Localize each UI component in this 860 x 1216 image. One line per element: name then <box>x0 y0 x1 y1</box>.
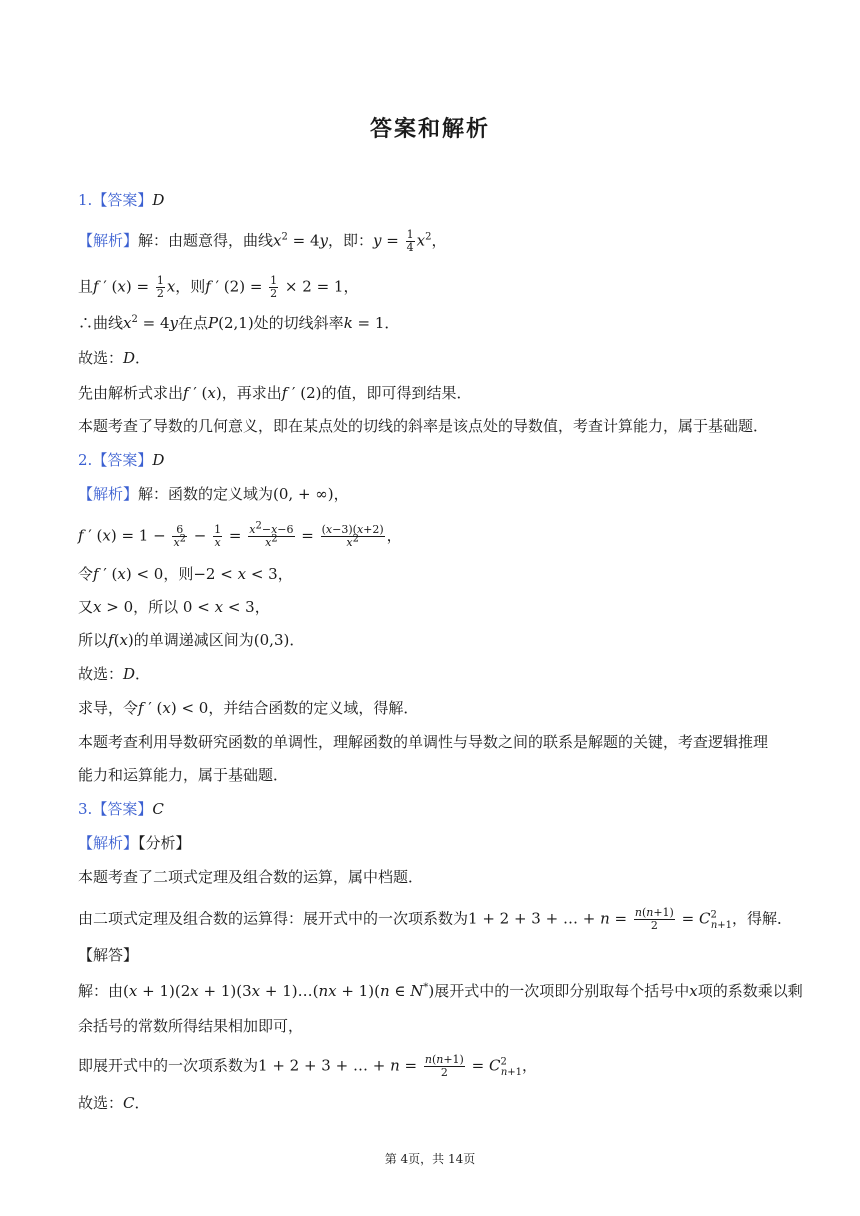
text: ，再求出 <box>221 384 282 402</box>
text: 所以 <box>78 631 109 649</box>
text: 故选： <box>78 1094 124 1112</box>
page-footer: 第 4页，共 14页 <box>384 1152 476 1166</box>
q3-number: 3. <box>78 800 93 818</box>
q2-line-6: 故选：D． <box>78 665 151 683</box>
q2-line-8: 本题考查利用导数研究函数的单调性，理解函数的单调性与导数之间的联系是解题的关键，考查逻辑推理 <box>78 733 769 751</box>
q2-line-5: 所以f(x)的单调递减区间为(0,3)． <box>78 631 305 649</box>
text: 在点 <box>178 314 209 332</box>
q1-line-2: 且f ′ (x) = $\frac{1}{2}$ x，则f ′ (2) = $\frac{1}{2}$ × 2 = 1， <box>78 274 359 300</box>
q1-analysis-tag: 【解析】 <box>78 231 139 250</box>
text: 项的系数乘以剩 <box>697 982 803 1000</box>
q2-line-7: 求导，令f ′ (x) < 0，并结合函数的定义域，得解． <box>78 699 419 717</box>
q3-answer-tag: 【答案】 <box>92 800 153 818</box>
text: ，则 <box>163 565 194 583</box>
q2-answer-value: D <box>152 451 165 469</box>
text: 且 <box>78 277 94 296</box>
q2-line-9: 能力和运算能力，属于基础题． <box>78 766 289 784</box>
text: 解：函数的定义域为 <box>138 485 274 503</box>
text: ，则 <box>175 277 206 296</box>
q3-analysis-tag: 【解析】 <box>78 834 139 852</box>
q3-line-1: 本题考查了二项式定理及组合数的运算，属中档题． <box>78 868 424 886</box>
text: 即展开式中的一次项系数为 <box>78 1056 259 1075</box>
q1-line-4: 故选：D． <box>78 349 151 367</box>
q1-line-1: 【解析】解：由题意得，曲线$x^2 = 4y$，即：y = $\frac{1}{4}$ $x^2$， <box>78 228 447 254</box>
text: 又 <box>78 598 94 616</box>
q1-line-3: ∴曲线$x^2 = 4y$在点P(2,1)处的切线斜率k = 1． <box>78 314 400 332</box>
text: 先由解析式求出 <box>78 384 184 402</box>
text: 故选： <box>78 665 124 683</box>
text: 令 <box>78 565 94 583</box>
q1-answer-value: D <box>152 191 165 209</box>
text: 解：由 <box>78 982 124 1000</box>
text: ，所以 <box>133 598 179 616</box>
q3-solution-tag: 【解答】 <box>78 946 139 964</box>
q2-answer-tag: 【答案】 <box>92 451 153 469</box>
text: ，即： <box>328 231 374 250</box>
q3-line-5: 即展开式中的一次项系数为1 + 2 + 3 + … + n = $\frac{n(n+1)}{2}$ = $C^2_{n+1}$， <box>78 1053 538 1079</box>
text: ∴曲线 <box>78 314 124 332</box>
text: 故选： <box>78 349 124 367</box>
text: ，得解． <box>732 909 793 928</box>
text: 解：由题意得，曲线 <box>138 231 274 250</box>
q3-answer-heading <box>78 799 164 819</box>
text: 求导，令 <box>78 699 139 717</box>
page-title: 答案和解析 <box>369 117 490 142</box>
text: 的值，即可得到结果． <box>321 384 472 402</box>
text: 处的切线斜率 <box>253 314 344 332</box>
q1-answer-heading <box>78 190 164 210</box>
q1-number: 1. <box>78 191 93 209</box>
text: 由二项式定理及组合数的运算得：展开式中的一次项系数为 <box>78 909 469 928</box>
q3-line-2: 由二项式定理及组合数的运算得：展开式中的一次项系数为1 + 2 + 3 + … + n = $\frac{n(n+1)}{2}$ = $C^2_{n+1}$，得解． <box>78 906 793 932</box>
text: ，并结合函数的定义域，得解． <box>208 699 419 717</box>
text: 展开式中的一次项即分别取每个括号中 <box>434 982 690 1000</box>
q3-line-3: 解：由(x + 1)(2x + 1)(3x + 1)…(nx + 1)(n ∈ N*)展开式中的一次项即分别取每个括号中x项的系数乘以剩 <box>78 982 803 1000</box>
q2-line-4: 又x > 0，所以 0 < x < 3， <box>78 598 270 616</box>
q3-fenxi-tag: 【分析】 <box>138 834 191 852</box>
q2-line-1: 【解析】解：函数的定义域为(0, + ∞)， <box>78 485 349 503</box>
q3-line-6: 故选：C． <box>78 1094 150 1112</box>
q2-analysis-tag: 【解析】 <box>78 485 139 503</box>
q1-line-6: 本题考查了导数的几何意义，即在某点处的切线的斜率是该点处的导数值，考查计算能力，属于基础题． <box>78 417 769 435</box>
q1-answer-tag: 【答案】 <box>92 191 153 209</box>
q2-line-3: 令f ′ (x) < 0，则−2 < x < 3， <box>78 565 293 583</box>
q3-answer-value: C <box>152 800 164 818</box>
q2-line-2: f ′ (x) = 1 − $\frac{6}{x^2}$ − $\frac{1}{x}$ = $\frac{x^2-x-6}{x^2}$ = $\frac{(x-3)(x+2)}{x^2}$ ， <box>78 520 402 549</box>
text: 的单调递减区间为 <box>133 631 254 649</box>
q2-number: 2. <box>78 451 93 469</box>
q3-line-4: 余括号的常数所得结果相加即可， <box>78 1017 304 1035</box>
q1-line-5: 先由解析式求出f ′ (x)，再求出f ′ (2)的值，即可得到结果． <box>78 384 472 402</box>
q3-line-tags <box>78 833 191 853</box>
q2-answer-heading <box>78 450 164 470</box>
